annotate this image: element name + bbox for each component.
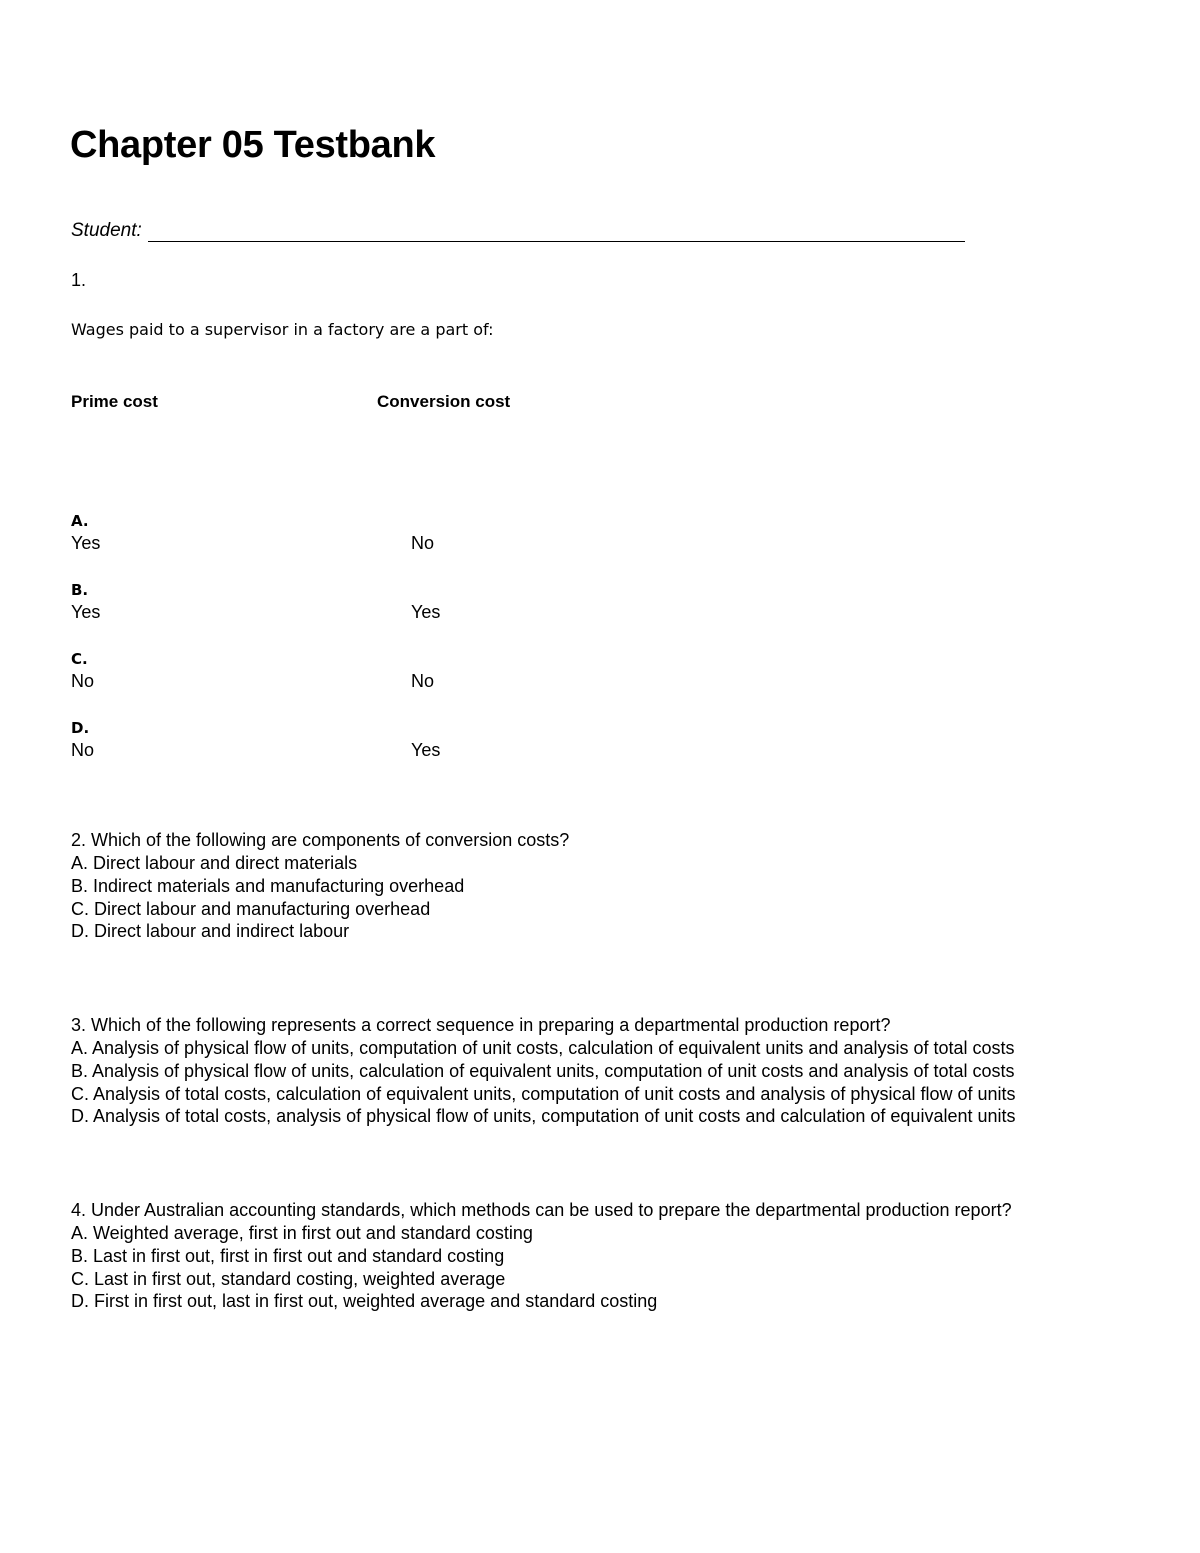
option-letter: D.	[71, 719, 90, 737]
column-header-prime-cost: Prime cost	[71, 392, 158, 411]
option-letter: A.	[71, 512, 89, 530]
question-2-option-c: C. Direct labour and manufacturing overhead	[71, 899, 431, 919]
question-4-option-b: B. Last in first out, first in first out and standard costing	[71, 1246, 505, 1266]
option-letter: B.	[71, 581, 89, 599]
question-3-option-c: C. Analysis of total costs, calculation of equivalent units, computation of unit costs and analysis of physical flow of units	[71, 1084, 1016, 1104]
option-prime-value: Yes	[71, 602, 101, 622]
question-3-text: 3. Which of the following represents a correct sequence in preparing a departmental production report?	[71, 1015, 891, 1035]
option-conversion-value: No	[411, 533, 435, 553]
page-title: Chapter 05 Testbank	[70, 124, 436, 166]
student-label: Student:	[71, 220, 142, 241]
option-conversion-value: No	[411, 671, 435, 691]
column-header-conversion-cost: Conversion cost	[377, 392, 511, 411]
question-2-option-d: D. Direct labour and indirect labour	[71, 921, 350, 941]
question-2-text: 2. Which of the following are components of conversion costs?	[71, 830, 570, 850]
question-4-option-a: A. Weighted average, first in first out and standard costing	[71, 1223, 533, 1243]
question-2-option-a: A. Direct labour and direct materials	[71, 853, 358, 873]
student-name-line	[148, 241, 965, 242]
question-4-option-d: D. First in first out, last in first out, weighted average and standard costing	[71, 1291, 658, 1311]
option-conversion-value: Yes	[411, 602, 441, 622]
question-1-number: 1.	[71, 270, 87, 290]
question-4-option-c: C. Last in first out, standard costing, weighted average	[71, 1269, 506, 1289]
question-3-option-a: A. Analysis of physical flow of units, computation of unit costs, calculation of equivalent units and analysis of total costs	[71, 1038, 1015, 1058]
option-prime-value: Yes	[71, 533, 101, 553]
option-prime-value: No	[71, 671, 95, 691]
question-4-text: 4. Under Australian accounting standards, which methods can be used to prepare the departmental production report?	[71, 1200, 1012, 1220]
question-3-option-b: B. Analysis of physical flow of units, calculation of equivalent units, computation of unit costs and analysis of total costs	[71, 1061, 1015, 1081]
question-2-option-b: B. Indirect materials and manufacturing overhead	[71, 876, 465, 896]
option-letter: C.	[71, 650, 88, 668]
option-conversion-value: Yes	[411, 740, 441, 760]
question-3-option-d: D. Analysis of total costs, analysis of physical flow of units, computation of unit costs and calculation of equivalent units	[71, 1106, 1016, 1126]
question-1-text: Wages paid to a supervisor in a factory are a part of:	[71, 320, 494, 339]
option-prime-value: No	[71, 740, 95, 760]
